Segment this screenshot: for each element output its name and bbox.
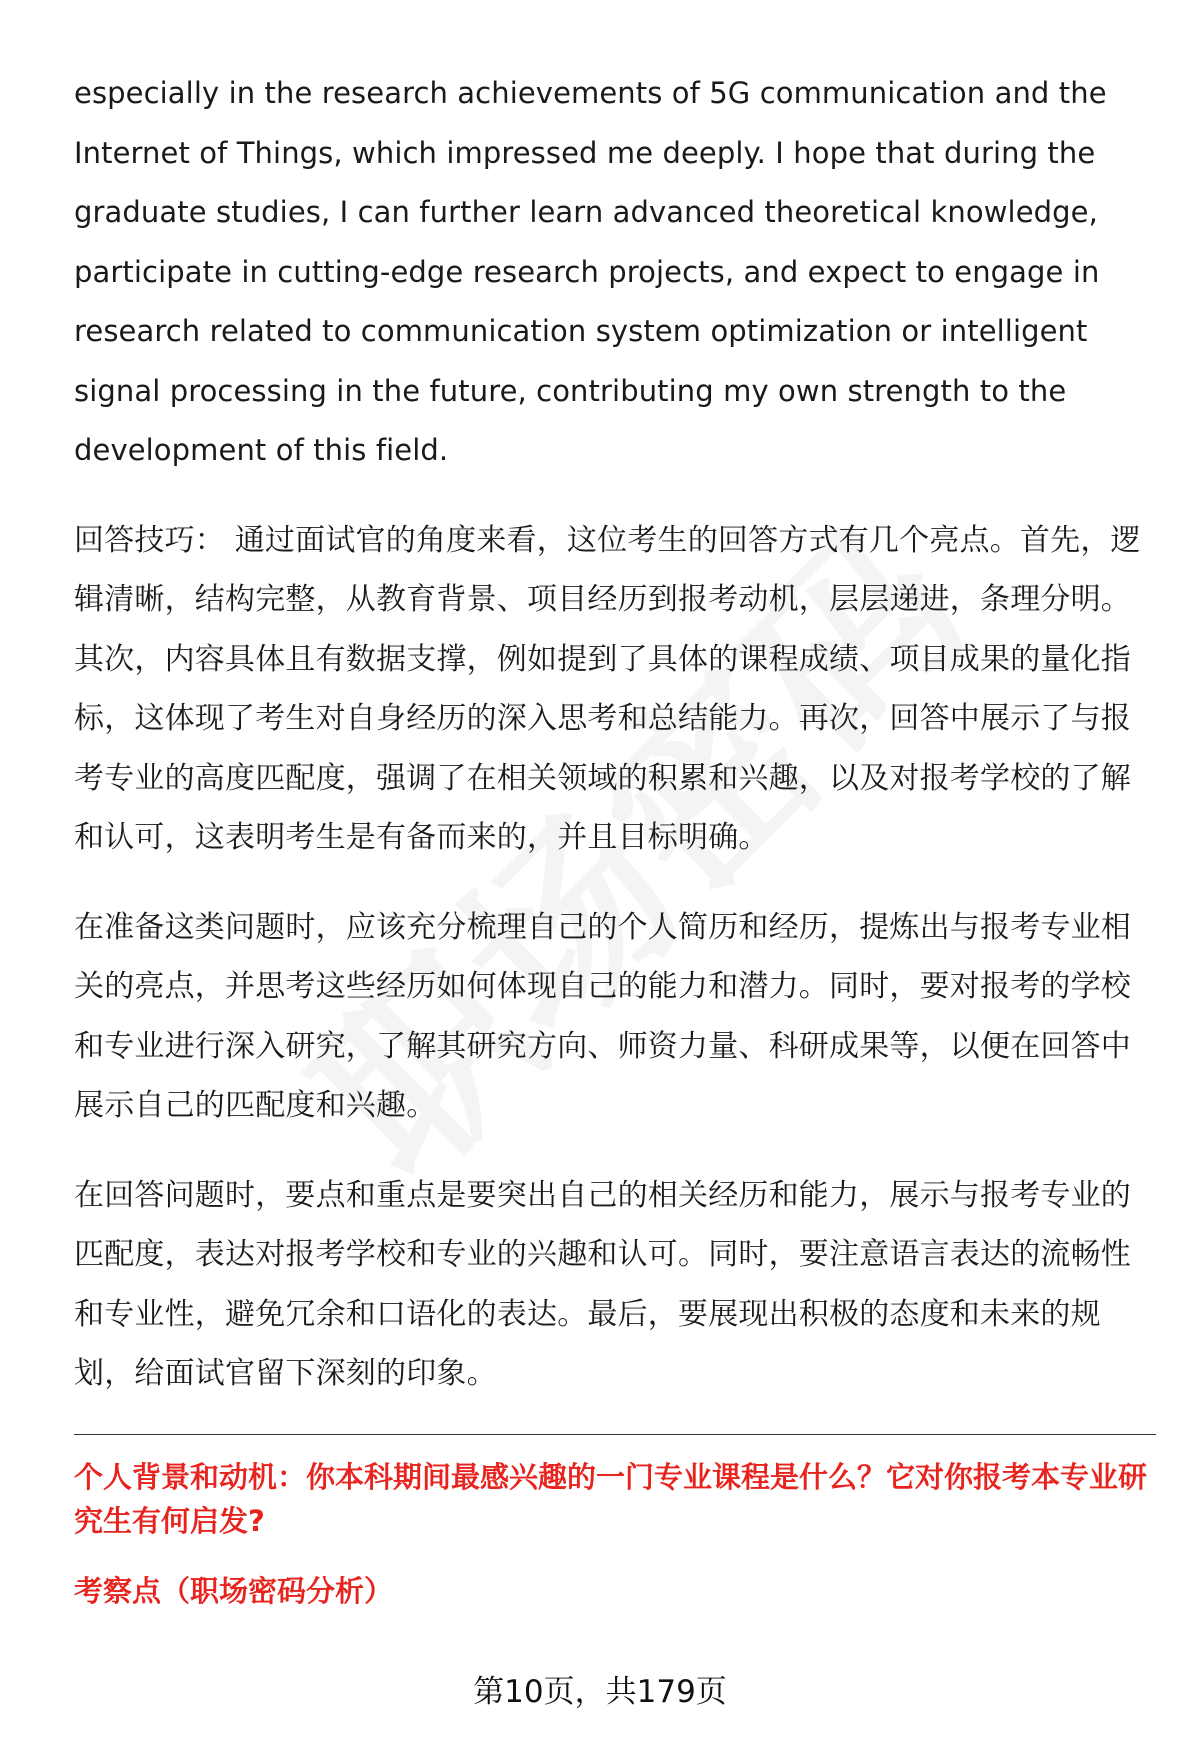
preparation-paragraph: 在准备这类问题时，应该充分梳理自己的个人简历和经历，提炼出与报考专业相关的亮点，并思考这些经历如何体现自己的能力和潜力。同时，要对报考的学校和专业进行深入研究，了解其研究方向、师资力量、科研成果等，以便在回答中展示自己的匹配度和兴趣。 bbox=[74, 909, 1131, 1123]
question-heading: 个人背景和动机：你本科期间最感兴趣的一门专业课程是什么？它对你报考本专业研究生有何启发? bbox=[74, 1459, 1148, 1538]
english-answer-paragraph: especially in the research achievements of 5G communication and the Internet of Things, which impressed me deeply. I hope that during the graduate studies, I can further learn advanced theoretical knowledge, participate in cutting-edge research projects, and expect to engage in research related to communication system optimization or intelligent signal processing in the future, contributing my own strength to the development of this field. bbox=[74, 76, 1107, 467]
answer-tips-paragraph: 回答技巧： 通过面试官的角度来看，这位考生的回答方式有几个亮点。首先，逻辑清晰，结构完整，从教育背景、项目经历到报考动机，层层递进，条理分明。其次，内容具体且有数据支撑，例如提到了具体的课程成绩、项目成果的量化指标，这体现了考生对自身经历的深入思考和总结能力。再次，回答中展示了与报考专业的高度匹配度，强调了在相关领域的积累和兴趣，以及对报考学校的了解和认可，这表明考生是有备而来的，并且目标明确。 bbox=[74, 522, 1141, 855]
section-divider bbox=[74, 1434, 1156, 1435]
answering-paragraph: 在回答问题时，要点和重点是要突出自己的相关经历和能力，展示与报考专业的匹配度，表达对报考学校和专业的兴趣和认可。同时，要注意语言表达的流畅性和专业性，避免冗余和口语化的表达。最后，要展现出积极的态度和未来的规划，给面试官留下深刻的印象。 bbox=[74, 1177, 1131, 1391]
assessment-subheading: 考察点（职场密码分析） bbox=[74, 1573, 394, 1608]
page-content bbox=[74, 64, 1156, 1611]
page-number: 第10页，共179页 bbox=[473, 1674, 727, 1710]
